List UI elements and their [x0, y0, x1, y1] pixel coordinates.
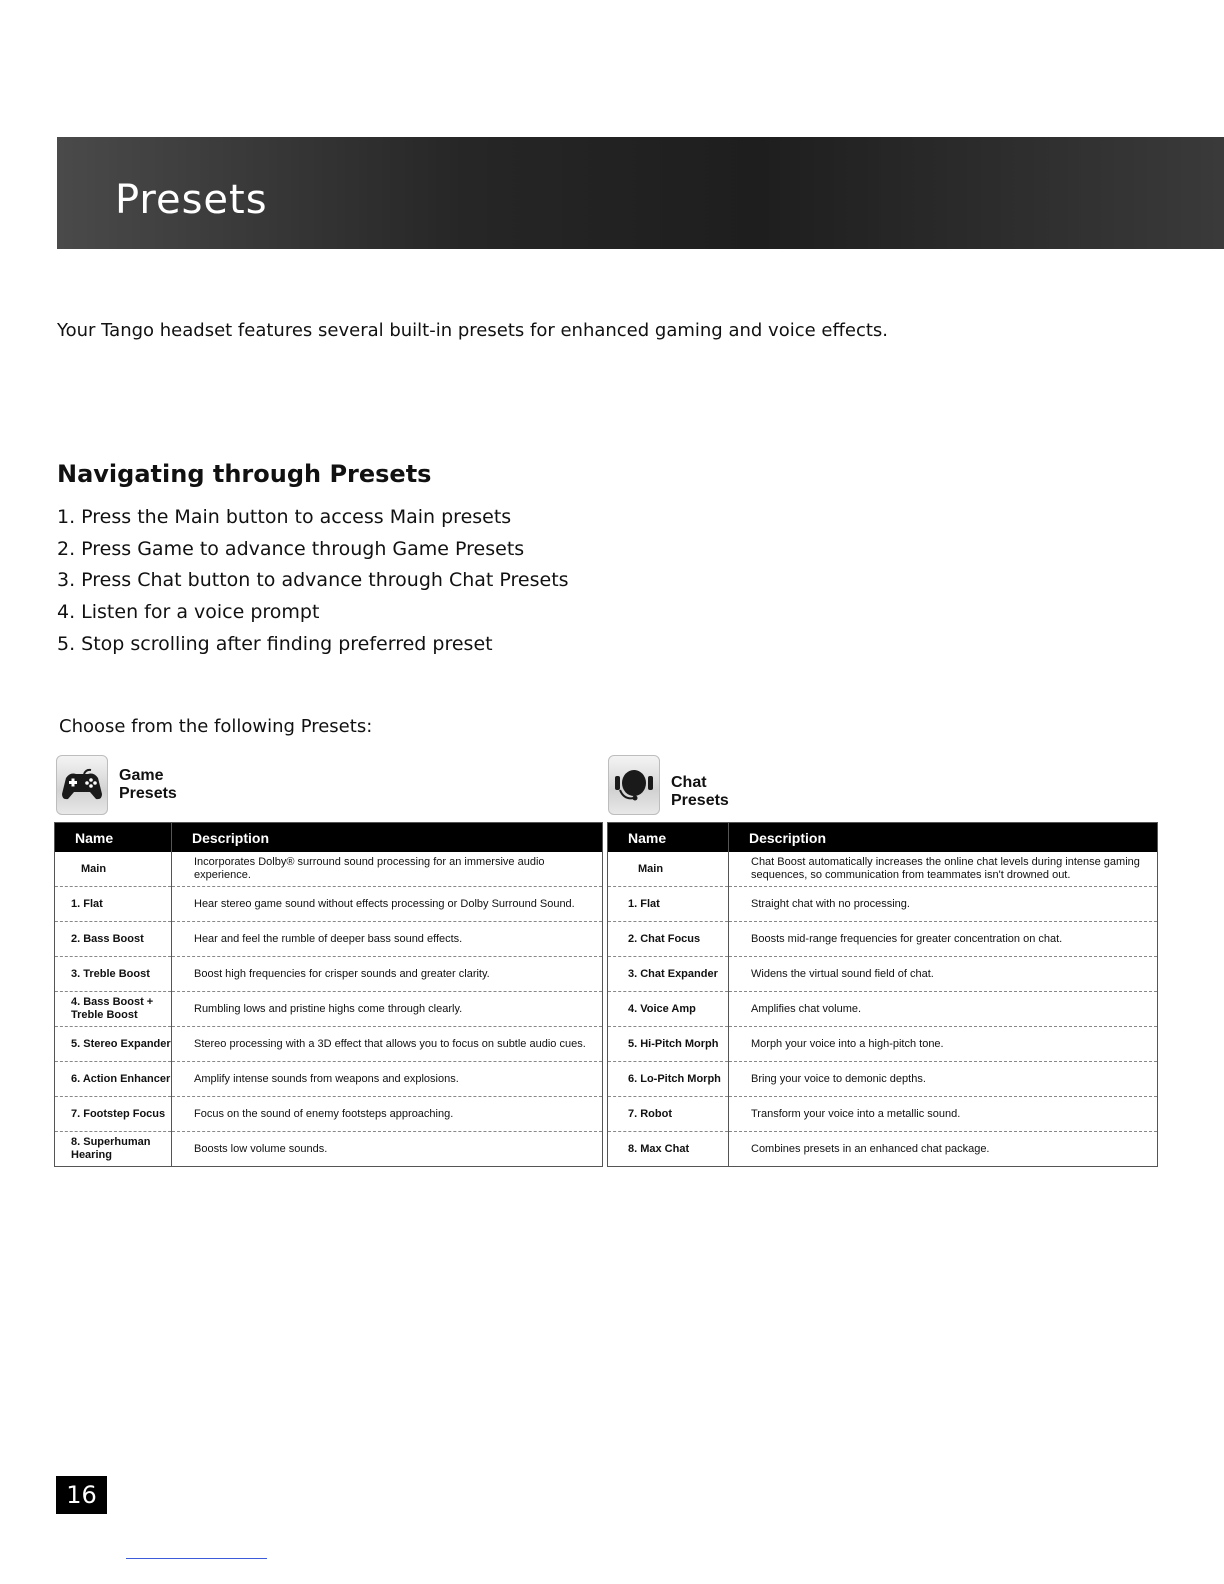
game-presets-header: [56, 755, 177, 815]
section-heading: Navigating through Presets: [57, 460, 432, 488]
preset-description: Widens the virtual sound field of chat.: [729, 957, 1158, 992]
table-row: [55, 922, 603, 957]
page-number: 16: [56, 1476, 107, 1514]
preset-name: 2. Chat Focus: [608, 922, 729, 957]
table-row: [55, 992, 603, 1027]
chat-presets-header: [608, 755, 729, 815]
chat-presets-label: [671, 774, 729, 810]
table-row: [55, 1132, 603, 1167]
preset-description: Hear stereo game sound without effects processing or Dolby Surround Sound.: [172, 887, 603, 922]
preset-name: 7. Robot: [608, 1097, 729, 1132]
preset-name: 5. Hi-Pitch Morph: [608, 1027, 729, 1062]
preset-description: Chat Boost automatically increases the online chat levels during intense gaming sequences, so communication from teammates isn't drowned out.: [751, 856, 1140, 881]
preset-description: Morph your voice into a high-pitch tone.: [729, 1027, 1158, 1062]
headset-icon: [608, 755, 660, 815]
table-row: [608, 957, 1158, 992]
preset-description: Hear and feel the rumble of deeper bass sound effects.: [172, 922, 603, 957]
column-header-description: Description: [172, 823, 603, 853]
chat-label-line2: Presets: [671, 792, 729, 809]
table-header-row: [608, 823, 1158, 853]
preset-description: Transform your voice into a metallic sound.: [729, 1097, 1158, 1132]
preset-name: 8. Max Chat: [608, 1132, 729, 1167]
step-item: 5. Stop scrolling after finding preferred preset: [57, 632, 493, 655]
table-row: [55, 887, 603, 922]
preset-name: 4. Voice Amp: [608, 992, 729, 1027]
header-banner: [57, 137, 1224, 249]
column-header-name: Name: [608, 823, 729, 853]
table-row: [55, 1062, 603, 1097]
preset-name: 7. Footstep Focus: [55, 1097, 172, 1132]
preset-description: Boost high frequencies for crisper sounds and greater clarity.: [172, 957, 603, 992]
preset-name: 3. Treble Boost: [55, 957, 172, 992]
table-row: [608, 887, 1158, 922]
preset-name: Main: [608, 852, 729, 887]
preset-name: 6. Action Enhancer: [55, 1062, 172, 1097]
table-row: [55, 1097, 603, 1132]
chat-label-line1: Chat: [671, 774, 707, 791]
game-label-line2: Presets: [119, 785, 177, 802]
step-item: 4. Listen for a voice prompt: [57, 601, 320, 624]
game-presets-table: [54, 822, 603, 1167]
preset-name: 1. Flat: [608, 887, 729, 922]
step-item: 2. Press Game to advance through Game Presets: [57, 537, 525, 560]
table-row: [608, 1097, 1158, 1132]
preset-name: 4. Bass Boost + Treble Boost: [55, 992, 172, 1027]
preset-name: 5. Stereo Expander: [55, 1027, 172, 1062]
gamepad-icon: [56, 755, 108, 815]
table-row: [608, 852, 1158, 887]
game-label-line1: Game: [119, 767, 164, 784]
footer-link-underline: [126, 1558, 267, 1559]
preset-description: Amplify intense sounds from weapons and explosions.: [172, 1062, 603, 1097]
table-row: [55, 957, 603, 992]
preset-description: Bring your voice to demonic depths.: [729, 1062, 1158, 1097]
choose-label: Choose from the following Presets:: [59, 716, 373, 737]
preset-name: 3. Chat Expander: [608, 957, 729, 992]
table-row: [608, 922, 1158, 957]
preset-description: Boosts mid-range frequencies for greater concentration on chat.: [729, 922, 1158, 957]
page-title: Presets: [115, 177, 268, 223]
step-item: 3. Press Chat button to advance through Chat Presets: [57, 569, 569, 592]
preset-description: Focus on the sound of enemy footsteps approaching.: [172, 1097, 603, 1132]
table-row: [55, 1027, 603, 1062]
preset-name: 1. Flat: [55, 887, 172, 922]
preset-name: Main: [55, 852, 172, 887]
preset-name: 2. Bass Boost: [55, 922, 172, 957]
column-header-name: Name: [55, 823, 172, 853]
preset-description: Boosts low volume sounds.: [172, 1132, 603, 1167]
preset-name: 6. Lo-Pitch Morph: [608, 1062, 729, 1097]
game-presets-label: [119, 767, 177, 803]
table-row: [608, 992, 1158, 1027]
step-item: 1. Press the Main button to access Main presets: [57, 506, 512, 528]
preset-description: Straight chat with no processing.: [729, 887, 1158, 922]
table-row: [608, 1062, 1158, 1097]
column-header-description: Description: [729, 823, 1158, 853]
preset-description: Combines presets in an enhanced chat package.: [729, 1132, 1158, 1167]
table-header-row: [55, 823, 603, 853]
table-row: [55, 852, 603, 887]
preset-description: Amplifies chat volume.: [729, 992, 1158, 1027]
intro-text: Your Tango headset features several built-in presets for enhanced gaming and voice effects.: [57, 320, 888, 341]
preset-name: 8. Superhuman Hearing: [55, 1132, 172, 1167]
table-row: [608, 1027, 1158, 1062]
preset-description: Rumbling lows and pristine highs come through clearly.: [172, 992, 603, 1027]
chat-presets-table: [607, 822, 1158, 1167]
preset-description: Incorporates Dolby® surround sound processing for an immersive audio experience.: [194, 856, 545, 881]
steps-list: [57, 504, 569, 662]
table-row: [608, 1132, 1158, 1167]
preset-description: Stereo processing with a 3D effect that allows you to focus on subtle audio cues.: [172, 1027, 603, 1062]
